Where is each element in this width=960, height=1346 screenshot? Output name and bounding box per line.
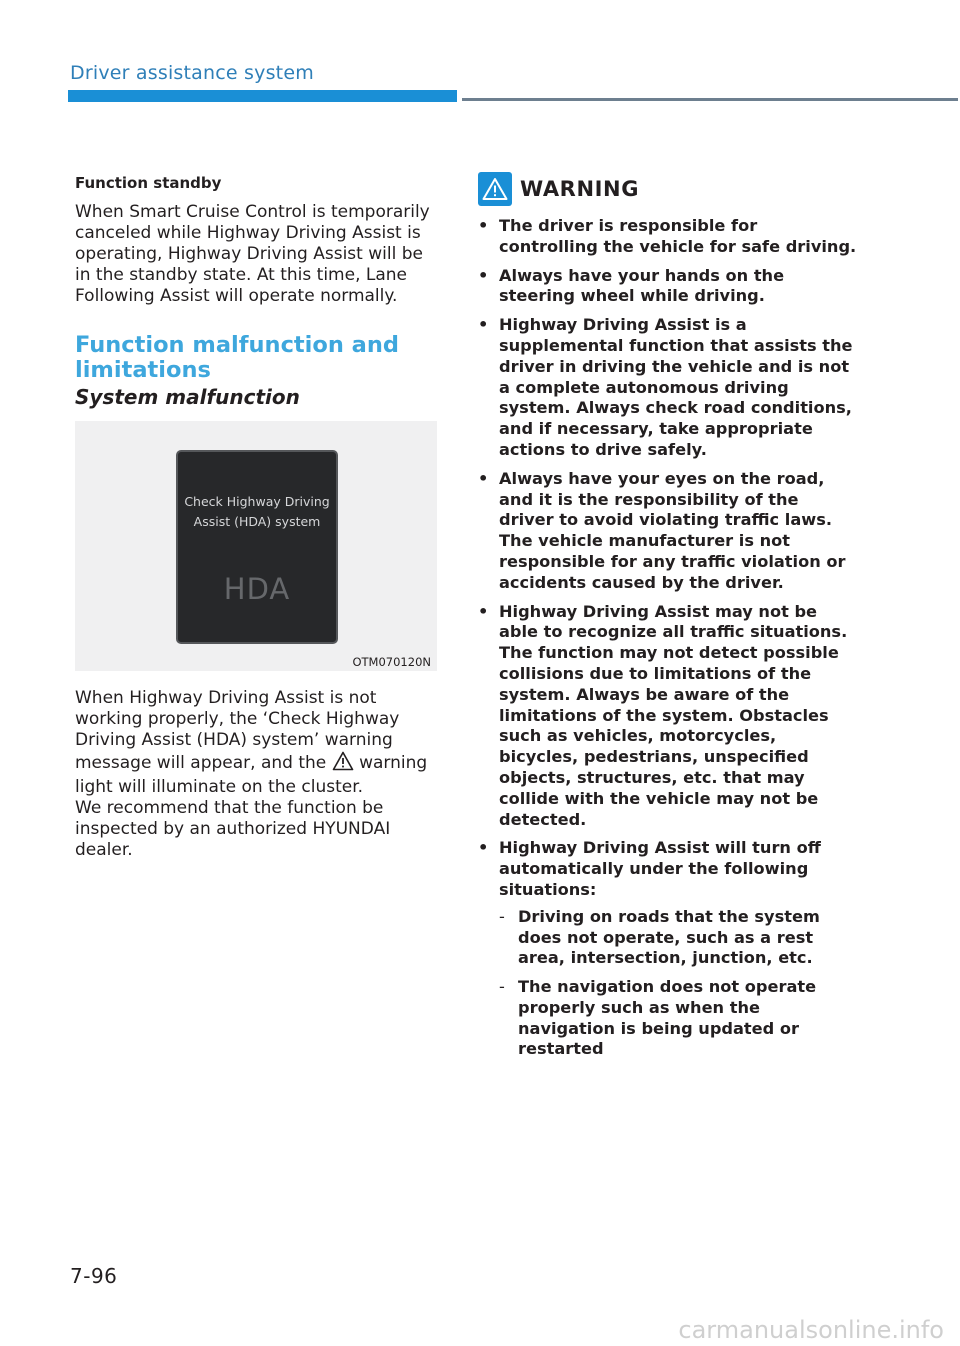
cluster-display [176, 450, 338, 644]
standby-heading: Function standby [75, 174, 222, 192]
recommendation-paragraph: We recommend that the function be inspected by an authorized HYUNDAI dealer. [75, 798, 391, 860]
malfunction-text-part2: warning light will illuminate on the cluster. [75, 753, 428, 797]
malfunction-paragraph [75, 688, 440, 798]
cluster-message-line2: Assist (HDA) system [193, 514, 321, 529]
warning-icon [478, 172, 512, 206]
warning-item: • Highway Driving Assist may not be able to recognize all traffic situations. The function may not detect possible collisions due to limitations of the system. Always be aware of the limitations of the system. Obstacles such as vehicles, motorcycles, bicycles, pedestrians, unspecified objects, structures, etc. that may collide with the vehicle may not be detected. [478, 602, 858, 831]
warning-list [478, 216, 858, 1060]
cluster-figure [75, 421, 437, 671]
cluster-message-line1: Check Highway Driving [184, 494, 330, 509]
subsection-title: System malfunction [75, 385, 300, 409]
header-bar-accent [68, 90, 457, 102]
cluster-warning-message [178, 492, 336, 532]
warning-item: • The driver is responsible for controlling the vehicle for safe driving. [478, 216, 858, 258]
malfunction-text-part1: When Highway Driving Assist is not working properly, the ‘Check Highway Driving Assist (HDA) system’ warning message will appear, and the [75, 688, 400, 773]
warning-triangle-icon [332, 751, 354, 777]
page-number: 7-96 [70, 1264, 118, 1288]
standby-text: When Smart Cruise Control is temporarily canceled while Highway Driving Assist is operating, Highway Driving Assist will be in the standby state. At this time, Lane Following Assist will operate normally. [75, 202, 430, 306]
left-column [75, 174, 440, 861]
section-title-line2: limitations [75, 357, 211, 383]
warning-item: • Highway Driving Assist is a supplemental function that assists the driver in driving the vehicle and is not a complete autonomous driving system. Always check road conditions, and if necessary, take appropriate actions to drive safely. [478, 315, 858, 461]
watermark: carmanualsonline.info [678, 1316, 944, 1344]
warning-item: • Always have your eyes on the road, and it is the responsibility of the driver to avoid violating traffic laws. The vehicle manufacturer is not responsible for any traffic violation or accidents caused by the driver. [478, 469, 858, 594]
condition-item: - The navigation does not operate properly such as when the navigation is being updated or restarted [499, 977, 858, 1060]
section-title [75, 333, 440, 383]
figure-code: OTM070120N [352, 655, 431, 669]
warning-title: WARNING [520, 177, 640, 201]
hda-label: HDA [223, 572, 291, 606]
turn-off-conditions [499, 907, 858, 1061]
warning-item: • Always have your hands on the steering wheel while driving. [478, 266, 858, 308]
warning-item-text: Highway Driving Assist will turn off automatically under the following situations: [499, 838, 821, 899]
header-title: Driver assistance system [70, 62, 314, 84]
warning-item-turn-off [478, 838, 858, 1060]
header-bar-rule [462, 98, 958, 101]
condition-item: - Driving on roads that the system does not operate, such as a rest area, intersection, junction, etc. [499, 907, 858, 969]
warning-box [478, 172, 858, 1068]
warning-header [478, 172, 858, 206]
section-title-line1: Function malfunction and [75, 332, 399, 358]
